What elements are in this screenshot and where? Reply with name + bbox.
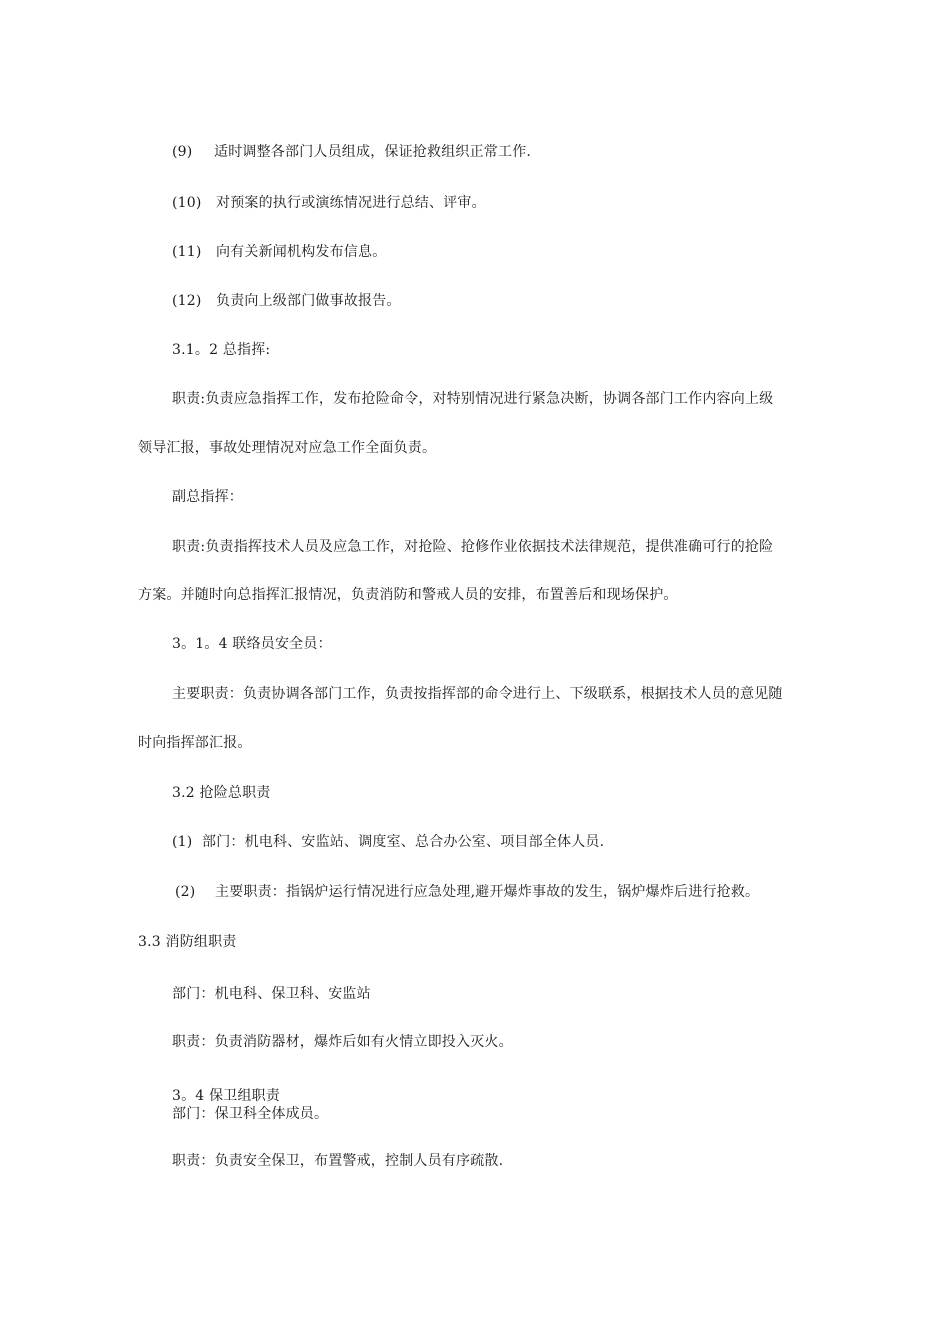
list-item-1 xyxy=(172,833,604,851)
paragraph-line: 职责:负责应急指挥工作，发布抢险命令，对特别情况进行紧急决断，协调各部门工作内容向上级 xyxy=(172,391,774,407)
list-text: 负责向上级部门做事故报告。 xyxy=(216,293,401,309)
section-heading-deputy: 副总指挥： xyxy=(172,489,243,505)
section-heading-3-2: 3.2 抢险总职责 xyxy=(172,785,271,801)
list-item-11 xyxy=(172,243,386,261)
list-text: 适时调整各部门人员组成，保证抢救组织正常工作. xyxy=(214,144,532,160)
paragraph-line: 职责:负责指挥技术人员及应急工作，对抢险、抢修作业依据技术法律规范，提供准确可行的抢险 xyxy=(172,539,774,555)
paragraph-line: 部门：机电科、保卫科、安监站 xyxy=(172,986,371,1002)
list-number: (11) xyxy=(172,244,202,260)
section-heading-3-1-4: 3。1。4 联络员安全员： xyxy=(172,636,332,652)
list-item-2 xyxy=(175,883,759,901)
section-heading-3-3: 3.3 消防组职责 xyxy=(138,934,237,950)
list-number: (9) xyxy=(172,144,193,160)
list-number: (12) xyxy=(172,293,202,309)
list-number: (10) xyxy=(172,195,202,211)
list-item-10 xyxy=(172,194,486,212)
paragraph-line: 领导汇报，事故处理情况对应急工作全面负责。 xyxy=(138,440,437,456)
paragraph-line: 主要职责：负责协调各部门工作，负责按指挥部的命令进行上、下级联系，根据技术人员的意见随 xyxy=(172,686,783,702)
list-number: (2) xyxy=(175,884,196,900)
paragraph-line: 职责：负责消防器材，爆炸后如有火情立即投入灭火。 xyxy=(172,1034,513,1050)
list-text: 向有关新闻机构发布信息。 xyxy=(216,244,387,260)
list-text: 部门：机电科、安监站、调度室、总合办公室、项目部全体人员. xyxy=(202,834,605,850)
list-text: 主要职责：指锅炉运行情况进行应急处理,避开爆炸事故的发生，锅炉爆炸后进行抢救。 xyxy=(215,884,760,900)
section-heading-3-4: 3。4 保卫组职责 xyxy=(172,1088,281,1104)
list-item-9 xyxy=(172,143,531,161)
paragraph-line: 方案。并随时向总指挥汇报情况，负责消防和警戒人员的安排，布置善后和现场保护。 xyxy=(138,587,678,603)
list-text: 对预案的执行或演练情况进行总结、评审。 xyxy=(216,195,486,211)
list-item-12 xyxy=(172,292,401,310)
paragraph-line: 职责：负责安全保卫，布置警戒，控制人员有序疏散. xyxy=(172,1153,504,1169)
paragraph-line: 部门：保卫科全体成员。 xyxy=(172,1106,329,1122)
paragraph-line: 时向指挥部汇报。 xyxy=(138,735,252,751)
section-heading-3-1-2: 3.1。2 总指挥: xyxy=(172,342,271,358)
list-number: (1) xyxy=(172,834,193,850)
